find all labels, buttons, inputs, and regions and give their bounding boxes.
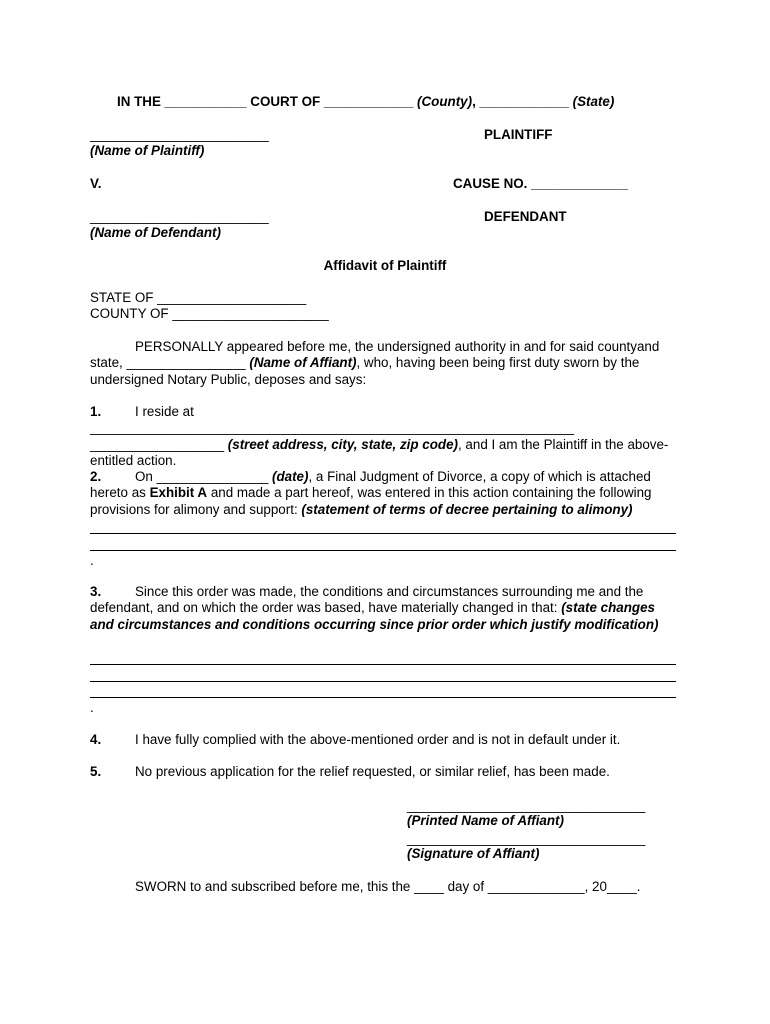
plaintiff-name-line: ________________________ xyxy=(90,127,269,142)
intro-text-2: , who, having been being first duty sworn by the undersigned Notary Public, deposes and says: xyxy=(90,355,640,387)
caption-state: (State) xyxy=(572,94,615,109)
item-number: 1. xyxy=(90,404,102,419)
court-caption xyxy=(117,94,614,110)
item-5 xyxy=(90,764,680,780)
affiant-name-label: (Name of Affiant) xyxy=(249,355,357,371)
caption-court-of: COURT OF ____________ xyxy=(250,94,414,109)
exhibit-label: Exhibit A xyxy=(149,485,208,501)
defendant-name-line: ________________________ xyxy=(90,209,269,224)
blank-line xyxy=(90,664,676,665)
cause-number: CAUSE NO. _____________ xyxy=(453,176,628,191)
item-2 xyxy=(90,469,680,518)
versus: V. xyxy=(90,176,102,191)
venue-state: STATE OF ____________________ xyxy=(90,290,307,305)
defendant-name-label: (Name of Defendant) xyxy=(90,225,221,240)
blank-line xyxy=(90,697,676,698)
defendant-role: DEFENDANT xyxy=(484,209,567,224)
item-number: 3. xyxy=(90,584,102,599)
signature-line: ________________________________ xyxy=(407,831,646,846)
intro-text-1: PERSONALLY appeared before me, the undersigned authority in and for said countyand state, ________________ xyxy=(90,339,660,371)
caption-in-the: IN THE ___________ xyxy=(117,94,247,109)
caption-comma: , ____________ xyxy=(472,94,569,109)
printed-name-line: ________________________________ xyxy=(407,798,646,813)
item-emphasis: (street address, city, state, zip code) xyxy=(227,436,458,452)
item-text: No previous application for the relief requested, or similar relief, has been made. xyxy=(135,764,610,779)
item-number: 4. xyxy=(90,732,102,747)
item-4 xyxy=(90,732,680,748)
document-title: Affidavit of Plaintiff xyxy=(323,258,447,273)
item-text: Since this order was made, the conditions and circumstances surrounding me and the defendant, and on which the order was based, have materially changed in that: xyxy=(90,584,644,616)
plaintiff-role: PLAINTIFF xyxy=(484,127,553,142)
intro-paragraph xyxy=(90,339,680,388)
sworn-statement: SWORN to and subscribed before me, this the ____ day of _____________, 20____. xyxy=(135,879,641,894)
caption-county: (County) xyxy=(417,94,473,109)
plaintiff-name-label: (Name of Plaintiff) xyxy=(90,143,205,158)
item-emphasis: (statement of terms of decree pertaining to alimony) xyxy=(301,501,633,517)
venue-county: COUNTY OF _____________________ xyxy=(90,306,329,321)
item-date-label: (date) xyxy=(272,469,309,484)
item-text: On _______________ xyxy=(135,469,273,484)
item-3 xyxy=(90,584,680,633)
item-text: I have fully complied with the above-mentioned order and is not in default under it. xyxy=(135,732,621,747)
item-number: 5. xyxy=(90,764,102,779)
blank-line xyxy=(90,550,676,551)
item-2-end-mark: . xyxy=(90,553,94,568)
printed-name-label: (Printed Name of Affiant) xyxy=(407,813,564,828)
item-emphasis: (state changes and circumstances and conditions occurring since prior order which justify modification) xyxy=(90,600,659,632)
item-text-end: , and I am the Plaintiff in the above-entitled action. xyxy=(90,436,669,469)
item-number: 2. xyxy=(90,469,102,484)
item-text: I reside at _________________________________________________________________ __________________ xyxy=(90,404,575,452)
item-text-2: , a Final Judgment of Divorce, a copy of which is attached hereto as xyxy=(90,469,651,501)
signature-label: (Signature of Affiant) xyxy=(407,846,540,861)
item-3-end-mark: . xyxy=(90,700,94,715)
blank-line xyxy=(90,681,676,682)
blank-line xyxy=(90,533,676,534)
item-1 xyxy=(90,404,680,470)
item-text-3: and made a part hereof, was entered in this action containing the following provisions for alimony and support: xyxy=(90,485,652,517)
